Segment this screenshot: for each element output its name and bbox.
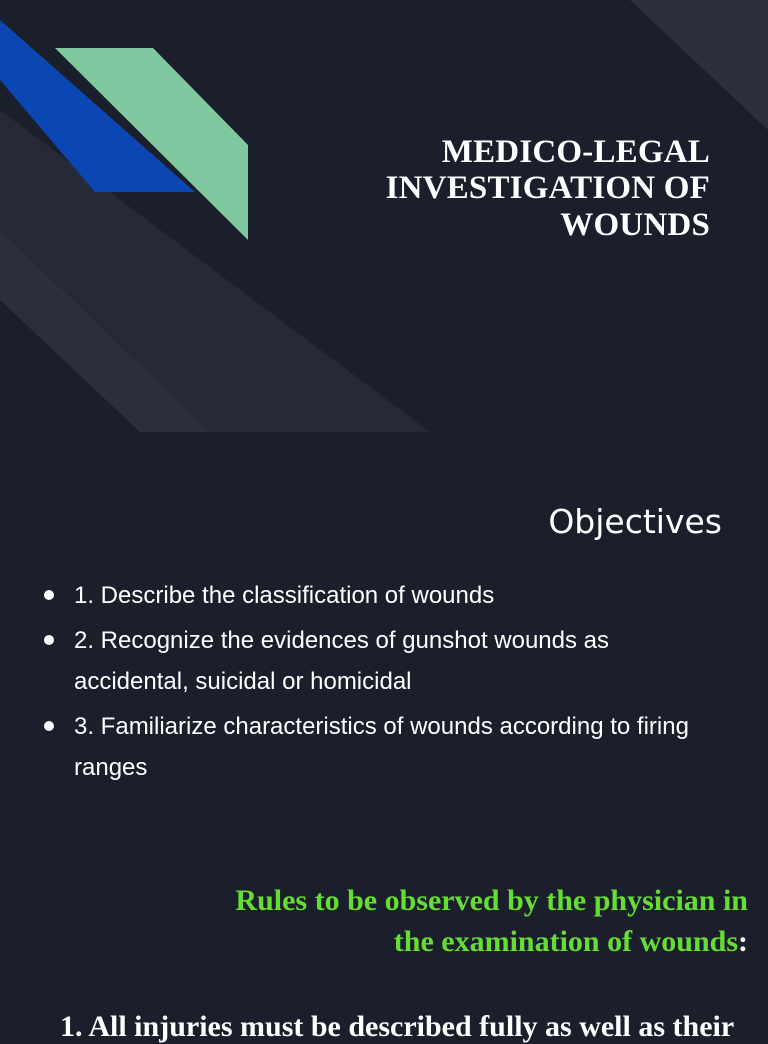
rules-colon: : — [738, 925, 748, 958]
objectives-list — [40, 575, 730, 792]
dark-stripe-top-right — [630, 0, 768, 130]
rules-heading-line-1: Rules to be observed by the physician in — [235, 884, 748, 917]
list-item — [40, 620, 730, 702]
slide-title — [290, 134, 710, 243]
objective-text: 2. Recognize the evidences of gunshot wounds as accidental, suicidal or homicidal — [74, 627, 610, 695]
title-line-2: INVESTIGATION OF — [385, 170, 710, 207]
list-item — [40, 575, 730, 616]
bullet-icon — [44, 721, 54, 731]
bullet-icon — [44, 590, 54, 600]
title-line-1: MEDICO-LEGAL — [441, 134, 710, 170]
list-item — [40, 706, 730, 788]
title-line-3: WOUNDS — [560, 206, 710, 243]
objective-text: 3. Familiarize characteristics of wounds according to firing ranges — [74, 713, 689, 781]
rules-heading-line-2 — [48, 921, 748, 962]
objective-text: 1. Describe the classification of wounds — [74, 582, 495, 609]
rules-heading-line-2-text: the examination of wounds — [393, 925, 738, 958]
objectives-heading: Objectives — [548, 502, 722, 541]
rules-partial-text: 1. All injuries must be described fully as well as their — [60, 1010, 735, 1043]
bullet-icon — [44, 635, 54, 645]
rules-heading — [48, 880, 748, 962]
